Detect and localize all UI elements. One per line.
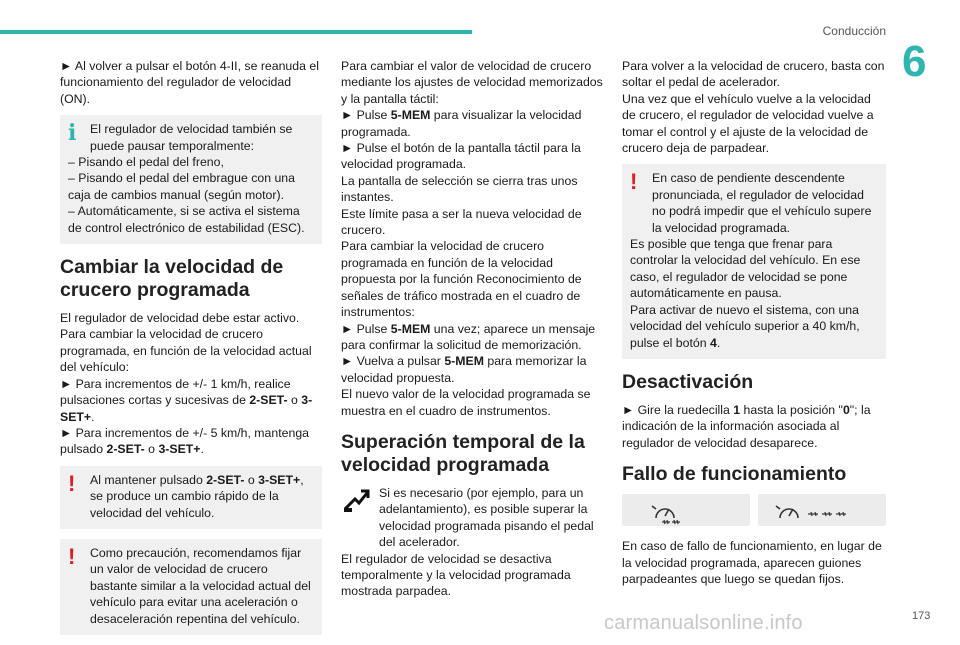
paragraph: ► Vuelva a pulsar 5-MEM para memorizar la velocidad propuesta.: [341, 354, 587, 385]
paragraph: Para cambiar el valor de velocidad de crucero mediante los ajustes de velocidad memorizados y la pantalla táctil:: [341, 59, 603, 106]
paragraph: ► Para incrementos de +/- 1 km/h, realice pulsaciones cortas y sucesivas de 2-SET- o 3-SET+.: [60, 376, 313, 424]
paragraph: ► Pulse el botón de la pantalla táctil para la velocidad programada.: [341, 141, 581, 172]
paragraph: El regulador de velocidad debe estar activo.: [60, 311, 300, 326]
paragraph: Este límite pasa a ser la nueva velocidad de crucero.: [341, 206, 582, 238]
cruise-speedometer-icon: [622, 494, 746, 526]
chapter-number: 6: [902, 37, 927, 86]
header-accent-bar: [0, 30, 472, 34]
paragraph: ► Para incrementos de +/- 5 km/h, mantenga pulsado 2-SET- o 3-SET+.: [60, 425, 310, 457]
paragraph: ► Pulse 5-MEM para visualizar la velocidad programada.: [341, 108, 582, 139]
cruise-speedometer-icon: [758, 494, 882, 526]
section-title: Conducción: [822, 24, 886, 38]
cluster-display-left: [622, 494, 750, 526]
display-illustrations: [622, 494, 886, 526]
info-icon: i: [68, 120, 77, 147]
warning-icon: !: [68, 543, 76, 569]
paragraph: Para volver a la velocidad de crucero, basta con soltar el pedal de acelerador.: [622, 59, 885, 90]
column-3: [622, 58, 886, 587]
column-2: [341, 58, 603, 600]
section-heading: Fallo de funcionamiento: [622, 463, 847, 486]
accelerator-paragraph: Si es necesario (por ejemplo, para un adelantamiento), es posible superar la velocidad programada pisando el pedal del acelerador.: [341, 485, 603, 551]
paragraph: Para cambiar la velocidad de crucero programada, en función de la velocidad actual del vehículo:: [60, 327, 312, 375]
paragraph: Una vez que el vehículo vuelve a la velocidad de crucero, el regulador de velocidad vuelve a tomar el control y el ajuste de la velocidad de crucero deja de parpadear.: [622, 91, 874, 156]
section-heading: Superación temporal de la velocidad programada: [341, 430, 585, 476]
paragraph: En caso de fallo de funcionamiento, en lugar de la velocidad programada, aparecen guiones parpadeantes que luego se quedan fijos.: [622, 539, 882, 586]
section-heading: Cambiar la velocidad de crucero programada: [60, 256, 284, 302]
paragraph: ► Al volver a pulsar el botón 4-II, se reanuda el funcionamiento del regulador de velocidad (ON).: [60, 59, 319, 106]
warning-icon: !: [68, 470, 76, 496]
paragraph: ► Gire la ruedecilla 1 hasta la posición "0"; la indicación de la información asociada al regulador de velocidad desaparece.: [622, 402, 871, 450]
page-number: 173: [912, 610, 931, 622]
warning-note: ! Como precaución, recomendamos fijar un valor de velocidad de crucero bastante similar a la velocidad actual del vehículo para evitar una aceleración o desaceleración repentina del vehículo.: [60, 539, 322, 635]
accelerator-icon: [341, 485, 371, 515]
section-heading: Desactivación: [622, 370, 754, 393]
paragraph: ► Pulse 5-MEM una vez; aparece un mensaje para confirmar la solicitud de memorización.: [341, 321, 596, 352]
paragraph: Para cambiar la velocidad de crucero programada en función de la velocidad propuesta por la función Reconocimiento de señales de tráfico mostrada en el cuadro de instrumentos:: [341, 239, 582, 320]
warning-note: ! Al mantener pulsado 2-SET- o 3-SET+, se produce un cambio rápido de la velocidad del vehículo.: [60, 466, 322, 529]
paragraph: El nuevo valor de la velocidad programada se muestra en el cuadro de instrumentos.: [341, 387, 591, 418]
warning-icon: !: [630, 169, 638, 195]
column-1: [60, 58, 322, 645]
cluster-display-right: [758, 494, 886, 526]
paragraph: La pantalla de selección se cierra tras unos instantes.: [341, 173, 578, 205]
warning-note: ! En caso de pendiente descendente pronunciada, el regulador de velocidad no podrá impedir que el vehículo supere la velocidad programada. Es posible que tenga que frenar para controlar la velocidad del vehículo. En ese caso, el regulador de velocidad se pone automáticamente en pausa. Para activar de nuevo el sistema, con una velocidad del vehículo superior a 40 km/h, pulse el botón 4.: [622, 164, 886, 358]
info-note: i El regulador de velocidad también se puede pausar temporalmente: – Pisando el pedal del freno, – Pisando el pedal del embrague con una caja de cambios manual (según motor). – Automáticamente, si se activa el sistema de control electrónico de estabilidad (ESC).: [60, 115, 322, 244]
paragraph: El regulador de velocidad se desactiva temporalmente y la velocidad programada mostrada parpadea.: [341, 551, 571, 599]
watermark: carmanualsonline.info: [604, 612, 803, 634]
